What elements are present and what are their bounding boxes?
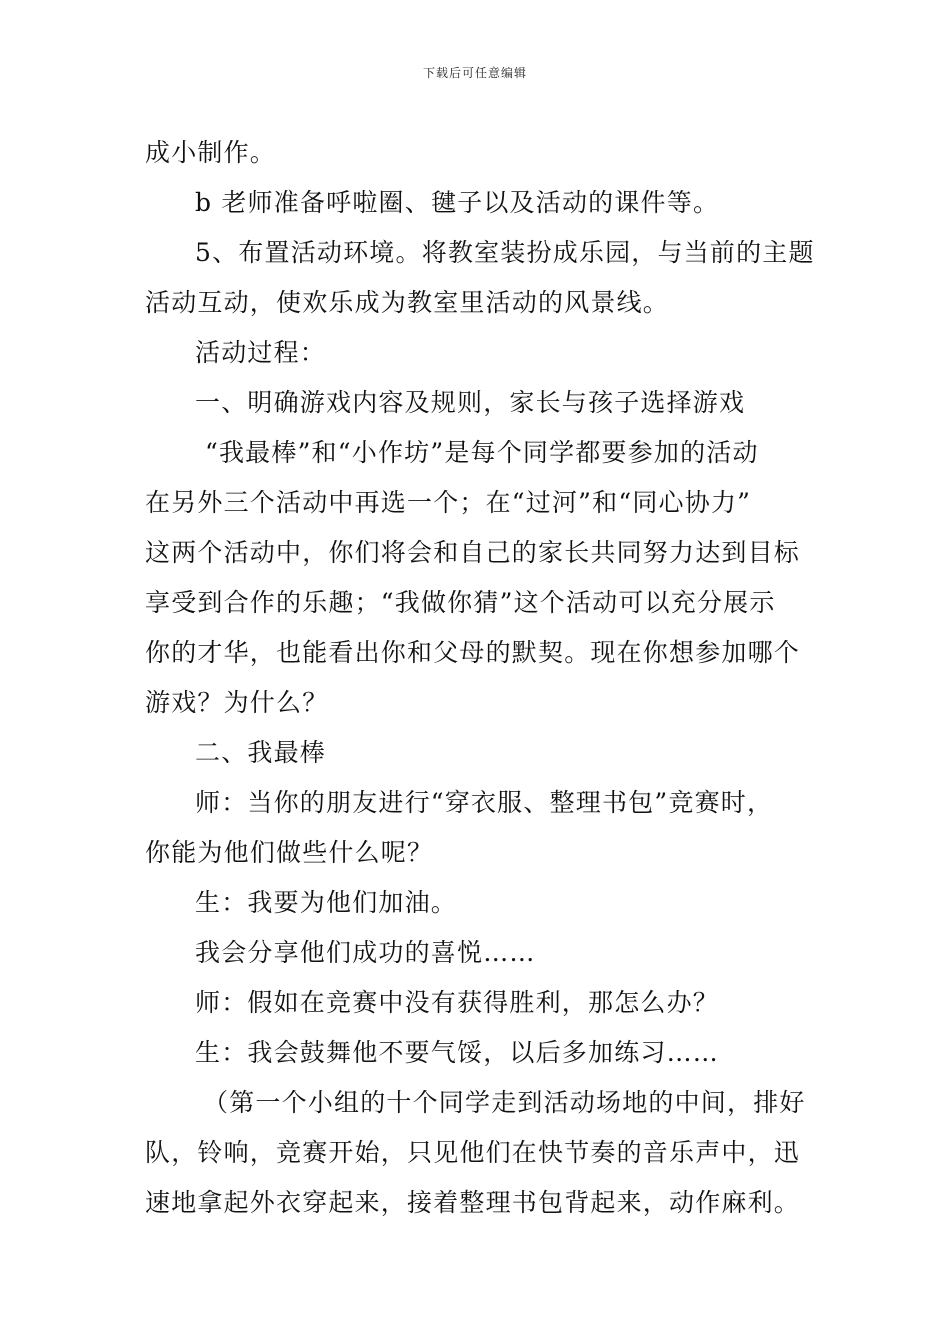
section-heading: 一、明确游戏内容及规则，家长与孩子选择游戏 — [195, 388, 746, 417]
paragraph-line: 这两个活动中，你们将会和自己的家长共同努力达到目标 — [145, 538, 801, 567]
paragraph-line: b 老师准备呼啦圈、毽子以及活动的课件等。 — [195, 188, 720, 217]
dialogue-line: 你能为他们做些什么呢？ — [145, 838, 434, 867]
dialogue-line: 生：我会鼓舞他不要气馁，以后多加练习…… — [195, 1038, 720, 1067]
paragraph-line: 游戏？为什么？ — [145, 688, 329, 717]
paragraph-line: 你的才华，也能看出你和父母的默契。现在你想参加哪个 — [145, 638, 801, 667]
paragraph-line: 5、布置活动环境。将教室装扮成乐园，与当前的主题 — [195, 238, 815, 267]
paragraph-line: 享受到合作的乐趣；“我做你猜”这个活动可以充分展示 — [145, 588, 776, 617]
paragraph-line: （第一个小组的十个同学走到活动场地的中间，排好 — [203, 1088, 806, 1117]
dialogue-line: 我会分享他们成功的喜悦…… — [195, 938, 536, 967]
paragraph-line: “我最棒”和“小作坊”是每个同学都要参加的活动 — [205, 438, 759, 467]
paragraph-line: 队，铃响，竞赛开始，只见他们在快节奏的音乐声中，迅 — [145, 1138, 801, 1167]
paragraph-line: 速地拿起外衣穿起来，接着整理书包背起来，动作麻利。 — [145, 1188, 801, 1217]
page-header: 下载后可任意编辑 — [422, 66, 527, 80]
paragraph-line: 活动互动，使欢乐成为教室里活动的风景线。 — [145, 288, 670, 317]
paragraph-line: 在另外三个活动中再选一个；在“过河”和“同心协力” — [145, 488, 752, 517]
dialogue-line: 生：我要为他们加油。 — [195, 888, 458, 917]
dialogue-line: 师：当你的朋友进行“穿衣服、整理书包”竞赛时， — [195, 788, 774, 817]
document-body — [145, 128, 815, 1228]
section-heading: 活动过程： — [195, 338, 327, 367]
dialogue-line: 师：假如在竞赛中没有获得胜利，那怎么办？ — [195, 988, 720, 1017]
section-heading: 二、我最棒 — [195, 738, 327, 767]
paragraph-line: 成小制作。 — [145, 138, 277, 167]
